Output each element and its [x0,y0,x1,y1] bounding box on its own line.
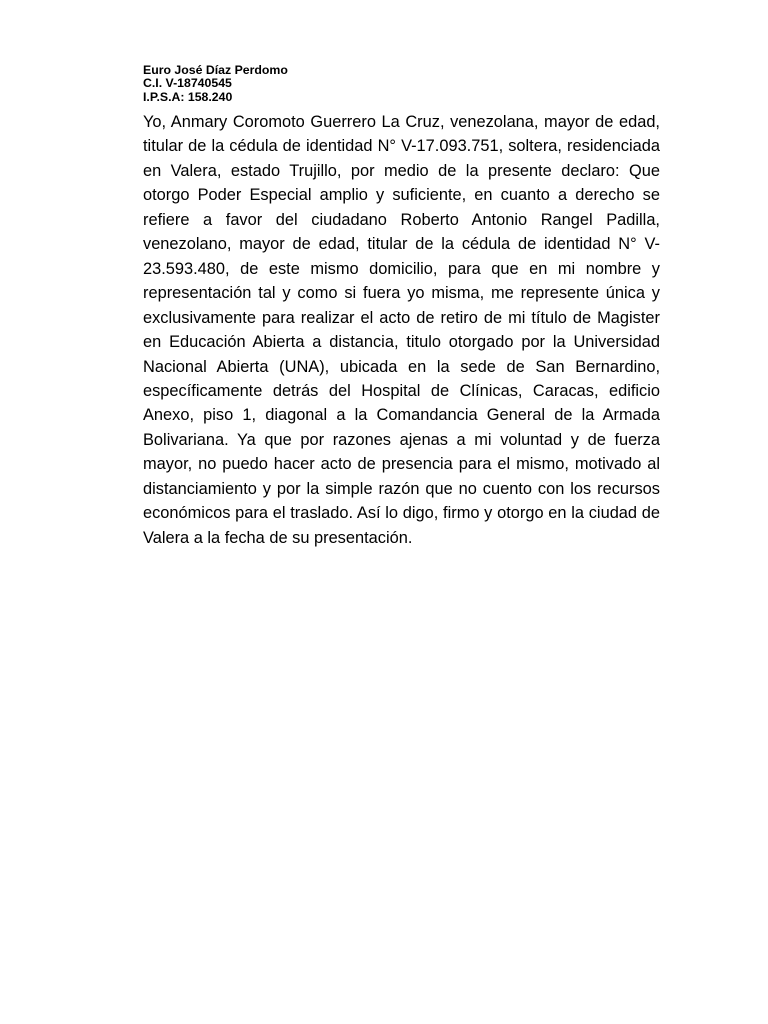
author-name: Euro José Díaz Perdomo [143,63,288,77]
declaration-paragraph: Yo, Anmary Coromoto Guerrero La Cruz, venezolana, mayor de edad, titular de la cédula de identidad N° V-17.093.751, soltera, residenciada en Valera, estado Trujillo, por medio de la presente declaro: Que otorgo Poder Especial amplio y suficiente, en cuanto a derecho se refiere a favor del ciudadano Roberto Antonio Rangel Padilla, venezolano, mayor de edad, titular de la cédula de identidad N° V-23.593.480, de este mismo domicilio, para que en mi nombre y representación tal y como si fuera yo misma, me represente única y exclusivamente para realizar el acto de retiro de mi título de Magister en Educación Abierta a distancia, titulo otorgado por la Universidad Nacional Abierta (UNA), ubicada en la sede de San Bernardino, específicamente detrás del Hospital de Clínicas, Caracas, edificio Anexo, piso 1, diagonal a la Comandancia General de la Armada Bolivariana. Ya que por razones ajenas a mi voluntad y de fuerza mayor, no puedo hacer acto de presencia para el mismo, motivado al distanciamiento y por la simple razón que no cuento con los recursos económicos para el traslado. Así lo digo, firmo y otorgo en la ciudad de Valera a la fecha de su presentación. [143,113,660,547]
author-ci: C.I. V-18740545 [143,76,232,91]
author-ipsa: I.P.S.A: 158.240 [143,89,233,104]
document-header [143,64,288,104]
